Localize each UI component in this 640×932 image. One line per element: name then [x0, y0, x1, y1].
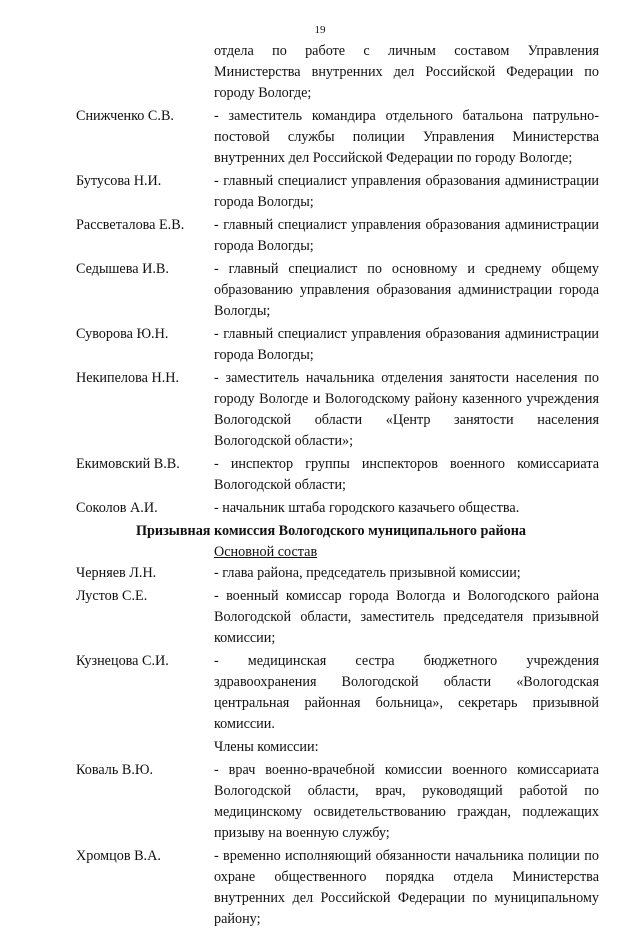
list-item — [0, 760, 640, 844]
members-label: Члены комиссии: — [214, 739, 319, 755]
person-position: - инспектор группы инспекторов военного комиссариата Вологодской области; — [214, 456, 599, 493]
person-name: Екимовский В.В. — [76, 456, 180, 472]
person-position: - врач военно-врачебной комиссии военного комиссариата Вологодской области, врач, руководящий работой по медицинскому освидетельствованию граждан, подлежащих призыву на военную службу; — [214, 762, 599, 841]
person-position: - заместитель начальника отделения занятости населения по городу Вологде и Вологодскому району казенного учреждения Вологодской области «Центр занятости населения Вологодской области»; — [214, 370, 599, 449]
person-name: Коваль В.Ю. — [76, 762, 154, 778]
person-name: Лустов С.Е. — [76, 588, 148, 604]
list-item — [0, 215, 640, 257]
person-position: - главный специалист управления образования администрации города Вологды; — [214, 326, 599, 363]
list-item — [0, 259, 640, 322]
person-position: - начальник штаба городского казачьего общества. — [214, 500, 520, 516]
document-body — [0, 41, 640, 932]
person-name: Соколов А.И. — [76, 500, 158, 516]
person-position: - главный специалист по основному и среднему общему образованию управления образования администрации города Вологды; — [214, 261, 599, 319]
person-name: Снижченко С.В. — [76, 108, 174, 124]
person-position: - главный специалист управления образования администрации города Вологды; — [214, 173, 599, 210]
person-name — [0, 41, 214, 104]
person-name: Некипелова Н.Н. — [76, 370, 180, 386]
list-item — [0, 324, 640, 366]
person-name: Рассветалова Е.В. — [76, 217, 185, 233]
list-item — [0, 498, 640, 519]
list-item — [0, 368, 640, 452]
list-item — [0, 41, 640, 104]
list-item — [0, 171, 640, 213]
person-position: - медицинская сестра бюджетного учреждения здравоохранения Вологодской области «Вологодская центральная районная больница», секретарь призывной комиссии. — [214, 653, 599, 732]
person-position: - заместитель командира отдельного батальона патрульно-постовой службы полиции Управления Министерства внутренних дел Российской Федерации по городу Вологде; — [214, 108, 599, 166]
list-item — [0, 586, 640, 649]
person-position: отдела по работе с личным составом Управления Министерства внутренних дел Российской Федерации по городу Вологде; — [214, 43, 599, 101]
person-name: Седышева И.В. — [76, 261, 169, 277]
list-item — [0, 106, 640, 169]
person-position: - временно исполняющий обязанности начальника полиции по охране общественного порядка отдела Министерства внутренних дел Российской Федерации по муниципальному району; — [214, 848, 599, 927]
person-position: - главный специалист управления образования администрации города Вологды; — [214, 217, 599, 254]
list-item — [0, 846, 640, 930]
list-item — [0, 651, 640, 735]
person-name: Бутусова Н.И. — [76, 173, 162, 189]
person-name: Хромцов В.А. — [76, 848, 161, 864]
list-item — [0, 563, 640, 584]
person-name: Черняев Л.Н. — [76, 565, 157, 581]
section-title: Призывная комиссия Вологодского муниципального района — [136, 523, 526, 539]
entries-before — [0, 41, 640, 519]
entries-main — [0, 563, 640, 735]
person-name: Суворова Ю.Н. — [76, 326, 169, 342]
person-name: Кузнецова С.И. — [76, 653, 169, 669]
page-number: 19 — [314, 24, 326, 36]
subsection-title: Основной состав — [214, 544, 318, 560]
person-position: - военный комиссар города Вологда и Вологодского района Вологодской области, заместитель председателя призывной комиссии; — [214, 588, 599, 646]
list-item — [0, 454, 640, 496]
person-position: - глава района, председатель призывной комиссии; — [214, 565, 521, 581]
